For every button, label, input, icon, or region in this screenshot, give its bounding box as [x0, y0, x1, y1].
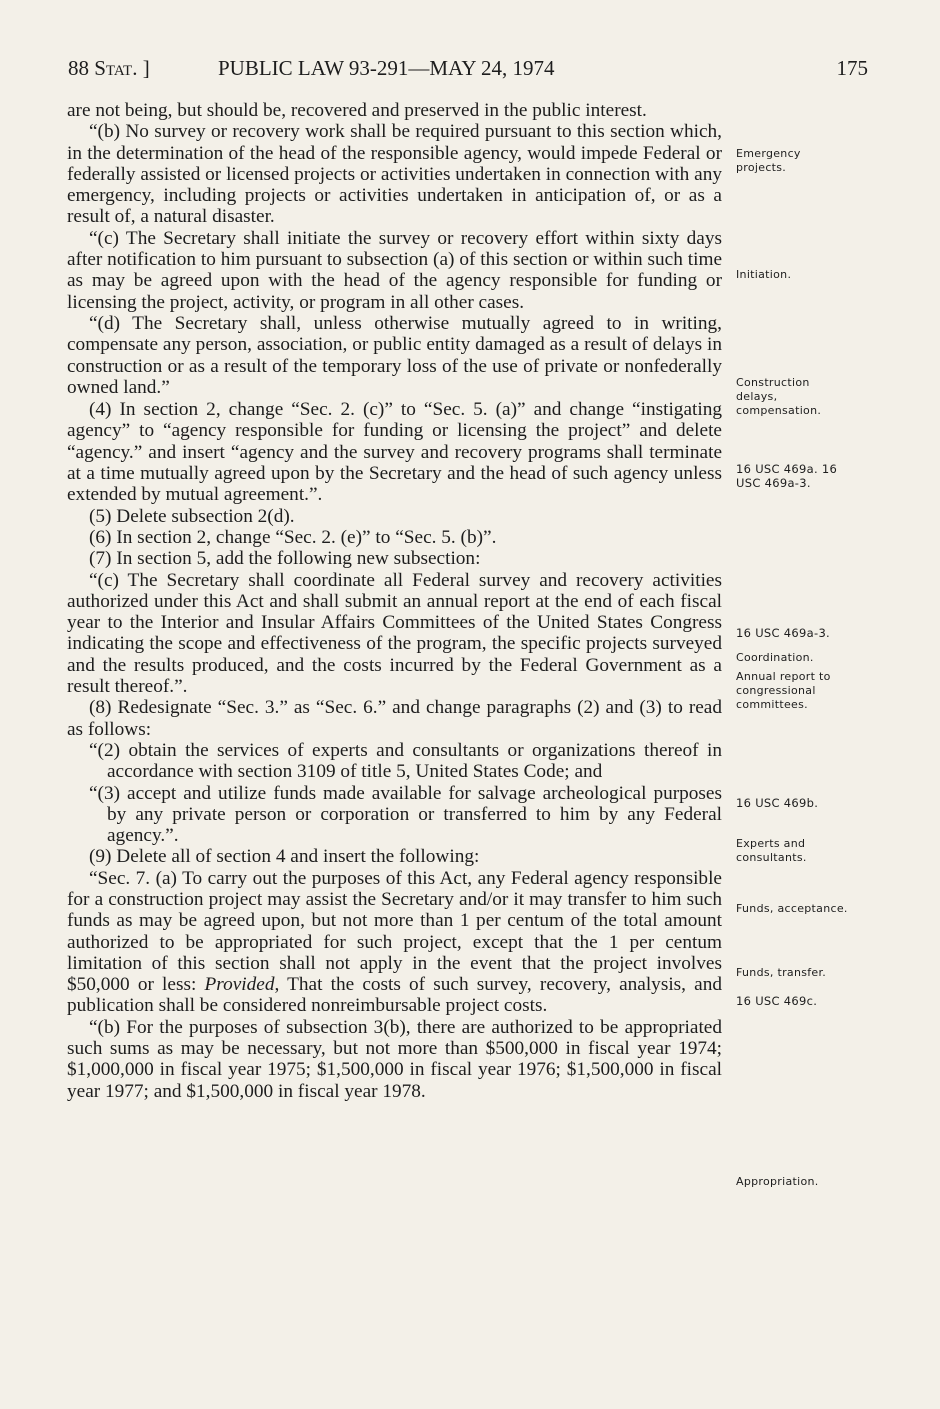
page-header [68, 56, 868, 84]
note-usc-469a-3: 16 USC 469a-3. [736, 626, 831, 640]
paragraph-accept-funds: “(3) accept and utilize funds made available for salvage archeological purposes by any private person or corporation or transferred to him by any Federal agency.”. [89, 782, 722, 847]
note-funds-transfer: Funds, transfer. [736, 966, 827, 979]
note-funds-acceptance: Funds, acceptance. [736, 902, 848, 915]
paragraph-sec2e-change: (6) In section 2, change “Sec. 2. (e)” to “Sec. 5. (b)”. [89, 526, 497, 548]
note-usc-469b: 16 USC 469b. [736, 796, 819, 810]
note-coordination: Coordination. [736, 651, 814, 664]
sec7a-text-part2: , That the costs of such survey, recovery, analysis, and publication shall be considered nonreimbursable project costs. [67, 974, 723, 1017]
paragraph-sec5-add: (7) In section 5, add the following new subsection: [89, 548, 481, 570]
proviso-italic: Provided [204, 974, 275, 996]
public-law-title: PUBLIC LAW 93-291—MAY 24, 1974 [218, 56, 555, 80]
note-construction-delays: Construction delays, compensation. [736, 376, 822, 417]
note-appropriation: Appropriation. [736, 1175, 819, 1188]
paragraph-sec7a [67, 868, 722, 1017]
stat-reference: 88 Stat. ] [68, 56, 150, 80]
note-experts-consultants: Experts and consultants. [736, 837, 807, 864]
paragraph-delete-2d: (5) Delete subsection 2(d). [89, 505, 295, 527]
sec7a-text-part1: “Sec. 7. (a) To carry out the purposes of this Act, any Federal agency responsible for a construction project may assist the Secretary and/or it may transfer to him such funds as may be agreed upon, but not more than 1 per centum of the total amount authorized to be appropriated for such project, except that the 1 per centum limitation of this section shall not apply in the event that the project involves $50,000 or less: [67, 867, 722, 996]
paragraph-subsection-b-emergency: “(b) No survey or recovery work shall be required pursuant to this section which, in the determination of the head of the responsible agency, would impede Federal or federally assisted or licensed projects or activities undertaken in connection with any emergency, including projects or activities undertaken in anticipation of, or as a result of, a natural disaster. [67, 121, 722, 228]
statute-body [67, 100, 722, 1102]
paragraph-experts-consultants: “(2) obtain the services of experts and consultants or organizations thereof in accordance with section 3109 of title 5, United States Code; and [89, 739, 722, 783]
note-usc-469c: 16 USC 469c. [736, 994, 818, 1008]
paragraph-subsection-d-compensation: “(d) The Secretary shall, unless otherwise mutually agreed to in writing, compensate any person, association, or public entity damaged as a result of delays in construction or as a result of the temporary loss of the use of private or nonfederally owned land.” [67, 312, 722, 398]
paragraph-redesignate-sec3: (8) Redesignate “Sec. 3.” as “Sec. 6.” and change paragraphs (2) and (3) to read as follows: [67, 697, 722, 740]
note-initiation: Initiation. [736, 268, 792, 281]
paragraph-sec2-amendments: (4) In section 2, change “Sec. 2. (c)” to “Sec. 5. (a)” and change “instigating agency” to “agency responsible for funding or licensing the project” and delete “agency.” and insert “agency and the survey and recovery programs shall terminate at a time mutually agreed upon by the Secretary and the head of such agency unless extended by mutual agreement.”. [67, 399, 722, 506]
page-number: 175 [836, 56, 868, 80]
note-emergency-projects: Emergency projects. [736, 147, 801, 174]
paragraph-subsection-c-initiation: “(c) The Secretary shall initiate the survey or recovery effort within sixty days after notification to him pursuant to subsection (a) of this section or within such time as may be agreed upon with the head of the agency responsible for funding or licensing the project, activity, or program in all other cases. [67, 227, 722, 313]
note-usc-469a: 16 USC 469a. 16 USC 469a-3. [736, 462, 838, 490]
paragraph-delete-sec4: (9) Delete all of section 4 and insert the following: [89, 846, 480, 868]
paragraph-continued: are not being, but should be, recovered and preserved in the public interest. [67, 100, 647, 121]
paragraph-sec7b-appropriation: “(b) For the purposes of subsection 3(b), there are authorized to be appropriated such sums as may be necessary, but not more than $500,000 in fiscal year 1974; $1,000,000 in fiscal year 1975; $1,500,000 in fiscal year 1976; $1,500,000 in fiscal year 1977; and $1,500,000 in fiscal year 1978. [67, 1016, 722, 1102]
paragraph-coordination: “(c) The Secretary shall coordinate all Federal survey and recovery activities authorized under this Act and shall submit an annual report at the end of each fiscal year to the Interior and Insular Affairs Committees of the United States Congress indicating the scope and effectiveness of the program, the specific projects surveyed and the results produced, and the costs incurred by the Federal Government as a result thereof.”. [67, 569, 722, 698]
note-annual-report: Annual report to congressional committees. [736, 670, 831, 711]
